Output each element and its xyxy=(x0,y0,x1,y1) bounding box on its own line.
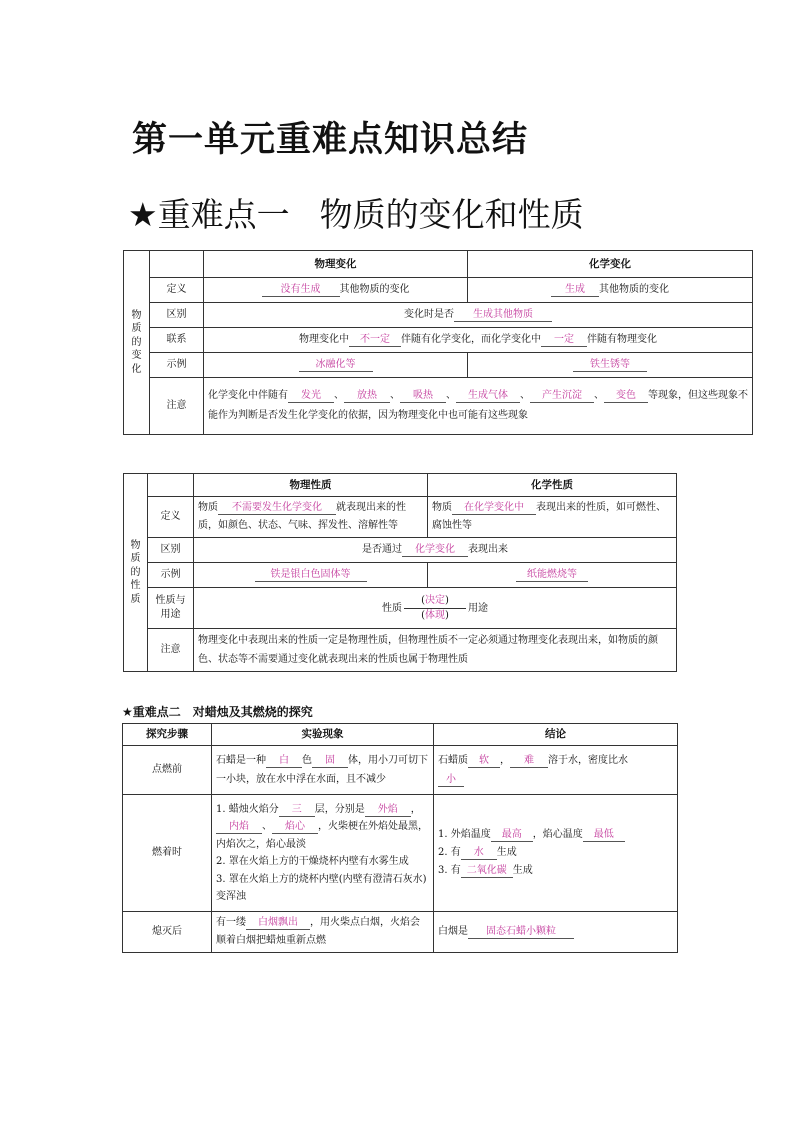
blank: 白烟飘出 xyxy=(246,916,310,930)
header-physical-property: 物理性质 xyxy=(194,474,428,497)
blank: 不一定 xyxy=(349,333,401,347)
table-row: 定义 没有生成 其他物质的变化 生成 其他物质的变化 xyxy=(124,278,753,303)
blank: 铁是银白色固体等 xyxy=(255,568,367,582)
header-phenomenon: 实验现象 xyxy=(212,724,434,746)
candle-table xyxy=(122,723,678,953)
blank: 一定 xyxy=(541,333,587,347)
blank: 冰融化等 xyxy=(299,358,373,372)
blank: 小 xyxy=(438,773,464,787)
table-row: 注意 物理变化中表现出来的性质一定是物理性质，但物理性质不一定必须通过物理变化表现出来，如物质的颜色、状态等不需要通过变化就表现出来的性质也属于物理性质 xyxy=(124,629,677,672)
header-physical-change: 物理变化 xyxy=(204,251,468,278)
blank: 放热 xyxy=(344,389,390,403)
relation-arrows: $\frac{\text{(决定)}}{\text{(体现)}}$ xyxy=(404,595,466,622)
change-side-label: 物 质 的 变 化 xyxy=(124,251,150,435)
section1-label: 重难点一 xyxy=(157,195,290,234)
blank: 焰心 xyxy=(272,820,318,834)
blank: 产生沉淀 xyxy=(530,389,594,403)
property-side-label: 物 质 的 性 质 xyxy=(124,474,148,672)
table-row: 点燃前 石蜡是一种 白 色 固 体，用小刀可切下一小块，放在水中浮在水面，且不减少 石蜡质 软 ， 难 溶于水，密度比水 小 xyxy=(123,746,678,795)
table-row: 性质与用途 性质 $\frac{\text{(决定)}}{\text{(体现)}}$ 用途 xyxy=(124,588,677,629)
blank: 最低 xyxy=(583,828,625,842)
blank: 铁生锈等 xyxy=(573,358,647,372)
table-row: 示例 铁是银白色固体等 纸能燃烧等 xyxy=(124,563,677,588)
blank: 二氧化碳 xyxy=(461,864,513,878)
header-chemical-property: 化学性质 xyxy=(428,474,677,497)
blank: 变色 xyxy=(604,389,648,403)
blank: 化学变化 xyxy=(402,543,468,557)
blank: 不需要发生化学变化 xyxy=(218,501,336,515)
blank: 外焰 xyxy=(365,803,411,817)
blank: 没有生成 xyxy=(262,283,340,297)
header-step: 探究步骤 xyxy=(123,724,212,746)
table-row: 示例 冰融化等 铁生锈等 xyxy=(124,353,753,378)
blank: 软 xyxy=(468,754,500,768)
table-row: 定义 物质 不需要发生化学变化 就表现出来的性质，如颜色、状态、气味、挥发性、溶解性等 物质 在化学变化中 表现出来的性质，如可燃性、腐蚀性等 xyxy=(124,497,677,538)
blank: 固 xyxy=(312,754,348,768)
header-conclusion: 结论 xyxy=(434,724,678,746)
header-chemical-change: 化学变化 xyxy=(468,251,753,278)
blank: 三 xyxy=(279,803,315,817)
property-table xyxy=(123,473,677,672)
section2-name: 对蜡烛及其燃烧的探究 xyxy=(192,705,313,719)
blank: 吸热 xyxy=(400,389,446,403)
blank: 纸能燃烧等 xyxy=(516,568,588,582)
blank: 白 xyxy=(266,754,302,768)
star-icon: ★ xyxy=(128,195,158,234)
change-table xyxy=(123,250,753,435)
blank: 固态石蜡小颗粒 xyxy=(468,925,574,939)
blank: 发光 xyxy=(288,389,334,403)
table-row: 区别 变化时是否 生成其他物质 xyxy=(124,303,753,328)
section1-name: 物质的变化和性质 xyxy=(319,195,584,234)
blank: 内焰 xyxy=(216,820,262,834)
section2-label: ★重难点二 xyxy=(122,705,181,719)
table-row: 区别 是否通过 化学变化 表现出来 xyxy=(124,538,677,563)
blank: 生成 xyxy=(551,283,599,297)
blank: 水 xyxy=(461,846,497,860)
blank: 最高 xyxy=(491,828,533,842)
table-row: 联系 物理变化中 不一定 伴随有化学变化，而化学变化中 一定 伴随有物理变化 xyxy=(124,328,753,353)
blank: 在化学变化中 xyxy=(452,501,536,515)
section2-heading xyxy=(122,703,313,720)
blank: 生成其他物质 xyxy=(454,308,552,322)
page-title: 第一单元重难点知识总结 xyxy=(132,119,529,160)
blank: 难 xyxy=(510,754,548,768)
section1-heading xyxy=(128,189,584,236)
blank: 生成气体 xyxy=(456,389,520,403)
table-row: 燃着时 1. 蜡烛火焰分 三 层，分别是 外焰 ，内焰 、 焰心 ，火柴梗在外焰处最黑，内焰次之，焰心最淡 2. 罩在火焰上方的干燥烧杯内壁有水雾生成 3. 罩在火焰上方的烧杯内壁(内壁有澄清石灰水)变浑浊 1. 外焰温度 最高 ，焰心温度 最低 2. 有 水 生成 3. 有 二氧化碳 生成 xyxy=(123,795,678,912)
table-row: 注意 化学变化中伴随有 发光 、 放热 、 吸热 、 生成气体 、 产生沉淀 、 变色 等现象，但这些现象不能作为判断是否发生化学变化的依据，因为物理变化中也可能有这些现象 xyxy=(124,378,753,435)
table-row: 熄灭后 有一缕 白烟飘出 ，用火柴点白烟，火焰会顺着白烟把蜡烛重新点燃 白烟是 固态石蜡小颗粒 xyxy=(123,912,678,953)
